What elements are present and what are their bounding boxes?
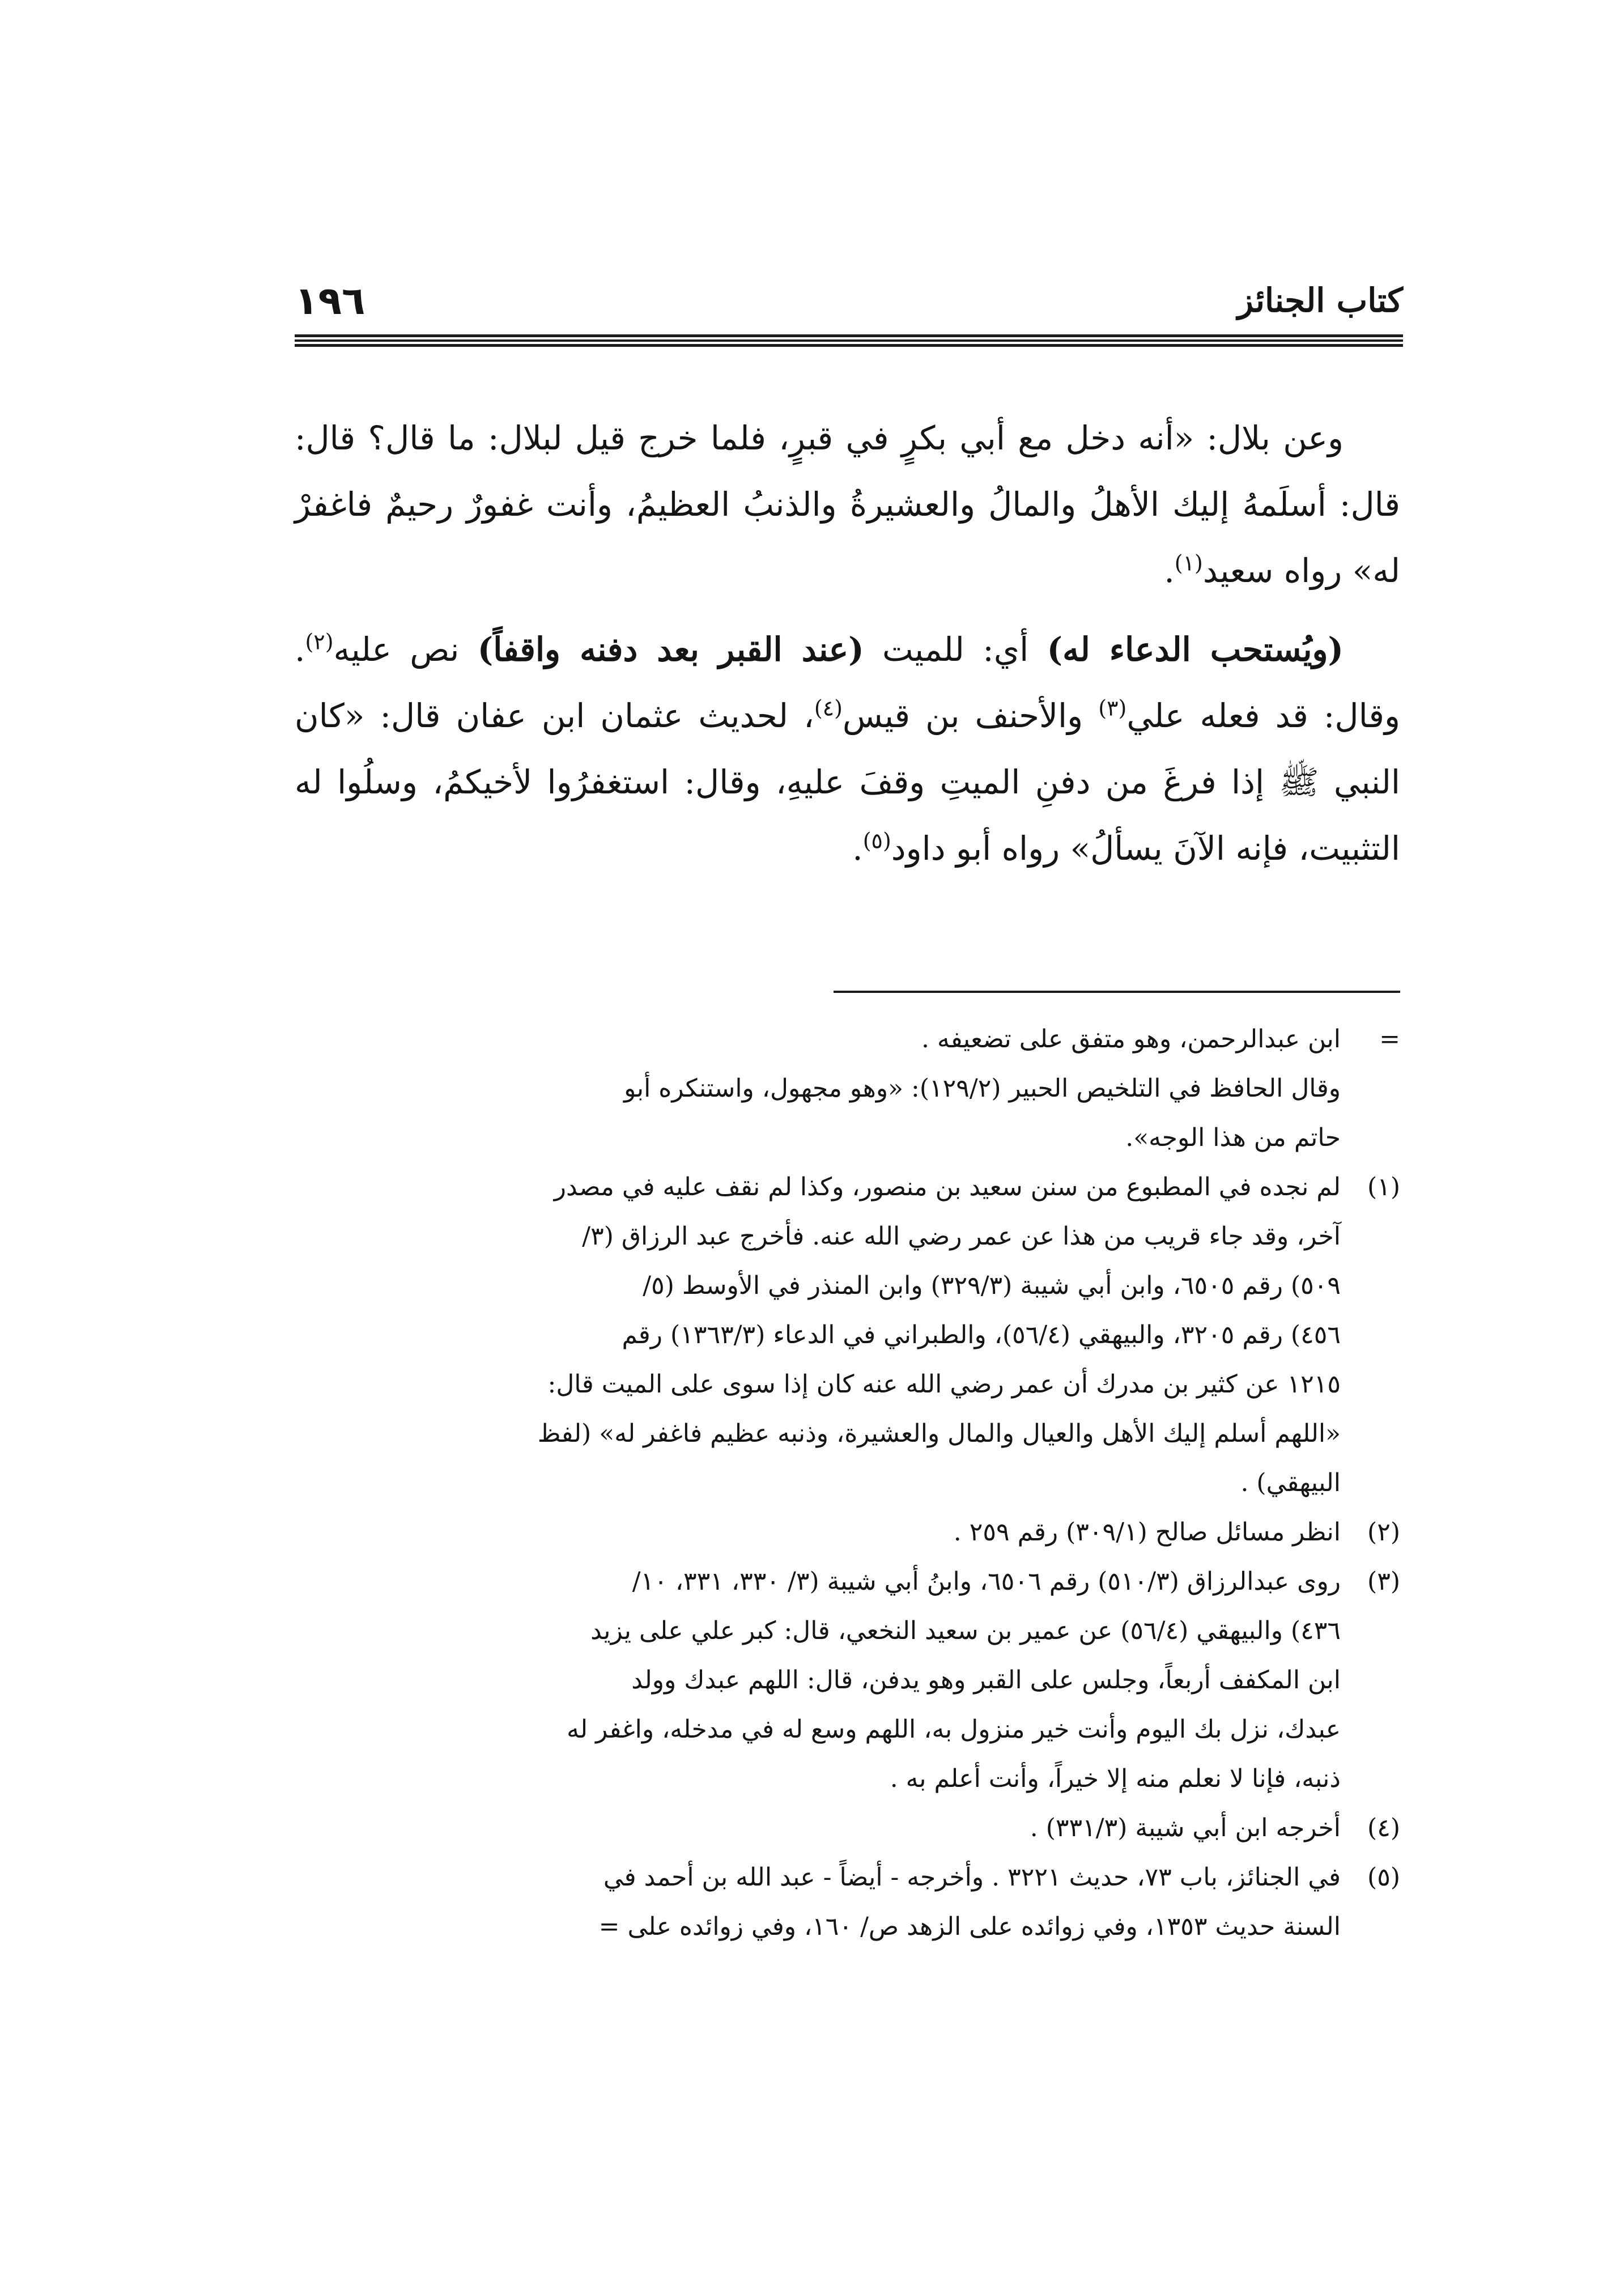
footnote-line: ٤٣٦) والبيهقي (٥٦/٤) عن عمير بن سعيد النخعي، قال: كبر علي على يزيد — [590, 1616, 1341, 1645]
footnote-line: السنة حديث ١٣٥٣، وفي زوائده على الزهد ص/ ١٦٠، وفي زوائده على = — [598, 1912, 1341, 1941]
footnote-mark: (٢) — [1367, 1518, 1400, 1547]
footnote-line: وقال الحافظ في التلخيص الحبير (١٢٩/٢): «وهو مجهول، واستنكره أبو — [624, 1074, 1341, 1103]
footnote-line: انظر مسائل صالح (٣٠٩/١) رقم ٢٥٩ . — [953, 1518, 1341, 1547]
footnote-2 — [295, 1508, 1400, 1557]
footnote-mark: (٥) — [1367, 1863, 1400, 1892]
footnote-line: ابن عبدالرحمن، وهو متفق على تضعيفه . — [921, 1025, 1341, 1054]
matn-bold-1: (ويُستحب الدعاء له) — [1047, 630, 1344, 669]
footnote-line: ابن المكفف أربعاً، وجلس على القبر وهو يدفن، قال: اللهم عبدك وولد — [631, 1666, 1341, 1695]
paragraph-bilal-hadith — [295, 405, 1400, 604]
footnote-ref-1: (١) — [1174, 550, 1203, 576]
footnote-line: لم نجده في المطبوع من سنن سعيد بن منصور، وكذا لم نقف عليه في مصدر — [554, 1173, 1341, 1201]
footnotes — [295, 1014, 1400, 1951]
footnote-line: ٤٥٦) رقم ٣٢٠٥، والبيهقي (٥٦/٤)، والطبراني في الدعاء (١٣٦٣/٣) رقم — [622, 1320, 1341, 1349]
footnote-3 — [295, 1557, 1400, 1803]
sharh-text-4: والأحنف بن قيس — [842, 697, 1099, 735]
page-header — [295, 279, 1403, 330]
paragraph-end: . — [852, 829, 863, 868]
footnote-line: ٥٠٩) رقم ٦٥٠٥، وابن أبي شيبة (٣٢٩/٣) وابن المنذر في الأوسط (٥/ — [643, 1271, 1341, 1300]
footnote-divider — [834, 991, 1400, 993]
footnote-mark: (١) — [1367, 1173, 1400, 1201]
footnote-line: آخر، وقد جاء قريب من هذا عن عمر رضي الله عنه. فأخرج عبد الرزاق (٣/ — [582, 1222, 1341, 1251]
footnote-ref-3: (٣) — [1098, 695, 1127, 721]
sharh-text-1: أي: للميت — [864, 630, 1047, 669]
sharh-text-5: ، لحديث عثمان ابن عفان قال: «كان النبي ﷺ إذا فرغَ من دفنِ الميتِ وقفَ عليهِ، وقال: استغفرُوا لأخيكمُ، وسلُوا له التثبيت، فإنه الآنَ يسألُ» رواه أبو داود — [295, 697, 1400, 868]
paragraph-text: وعن بلال: «أنه دخل مع أبي بكرٍ في قبرٍ، فلما خرج قيل لبلال: ما قال؟ قال: قال: أسلَمهُ إليك الأهلُ والمالُ والعشيرةُ والذنبُ العظيمُ، وأنت غفورٌ رحيمٌ فاغفرْ له» رواه سعيد — [295, 419, 1400, 590]
paragraph-dua-at-grave — [295, 617, 1400, 882]
sharh-text-3: . وقال: قد فعله علي — [295, 630, 1400, 735]
sharh-text-2: نص عليه — [333, 630, 478, 669]
footnote-line: في الجنائز، باب ٧٣، حديث ٣٢٢١ . وأخرجه - أيضاً - عبد الله بن أحمد في — [603, 1863, 1341, 1892]
paragraph-end: . — [1164, 551, 1175, 590]
footnote-ref-5: (٥) — [862, 828, 891, 853]
footnote-1 — [295, 1162, 1400, 1508]
page-number: ١٩٦ — [295, 279, 365, 324]
footnote-line: البيهقي) . — [1240, 1468, 1341, 1497]
footnote-line: روى عبدالرزاق (٥١٠/٣) رقم ٦٥٠٦، وابنُ أبي شيبة (٣/ ٣٣٠، ٣٣١، ١٠/ — [632, 1567, 1341, 1596]
footnote-mark: (٣) — [1367, 1567, 1400, 1596]
footnote-4 — [295, 1803, 1400, 1853]
footnote-mark: = — [1379, 1025, 1400, 1054]
footnote-mark: (٤) — [1367, 1814, 1400, 1842]
footnote-line: ذنبه، فإنا لا نعلم منه إلا خيراً، وأنت أعلم به . — [890, 1764, 1341, 1793]
footnote-line: أخرجه ابن أبي شيبة (٣٣١/٣) . — [1030, 1814, 1341, 1842]
footnote-5 — [295, 1853, 1400, 1951]
running-title: كتاب الجنائز — [1237, 281, 1403, 320]
footnote-line: ١٢١٥ عن كثير بن مدرك أن عمر رضي الله عنه كان إذا سوى على الميت قال: — [547, 1370, 1341, 1399]
footnote-ref-2: (٢) — [305, 629, 334, 655]
footnote-ref-4: (٤) — [814, 695, 843, 721]
footnote-line: «اللهم أسلم إليك الأهل والعيال والمال والعشيرة، وذنبه عظيم فاغفر له» (لفظ — [537, 1419, 1341, 1448]
footnote-line: عبدك، نزل بك اليوم وأنت خير منزول به، اللهم وسع له في مدخله، واغفر له — [567, 1715, 1341, 1744]
header-divider — [295, 334, 1403, 347]
main-text — [295, 405, 1400, 894]
matn-bold-2: (عند القبر بعد دفنه واقفاً) — [477, 630, 864, 669]
footnote-line: حاتم من هذا الوجه». — [1125, 1123, 1341, 1152]
footnote-continuation — [295, 1014, 1400, 1162]
